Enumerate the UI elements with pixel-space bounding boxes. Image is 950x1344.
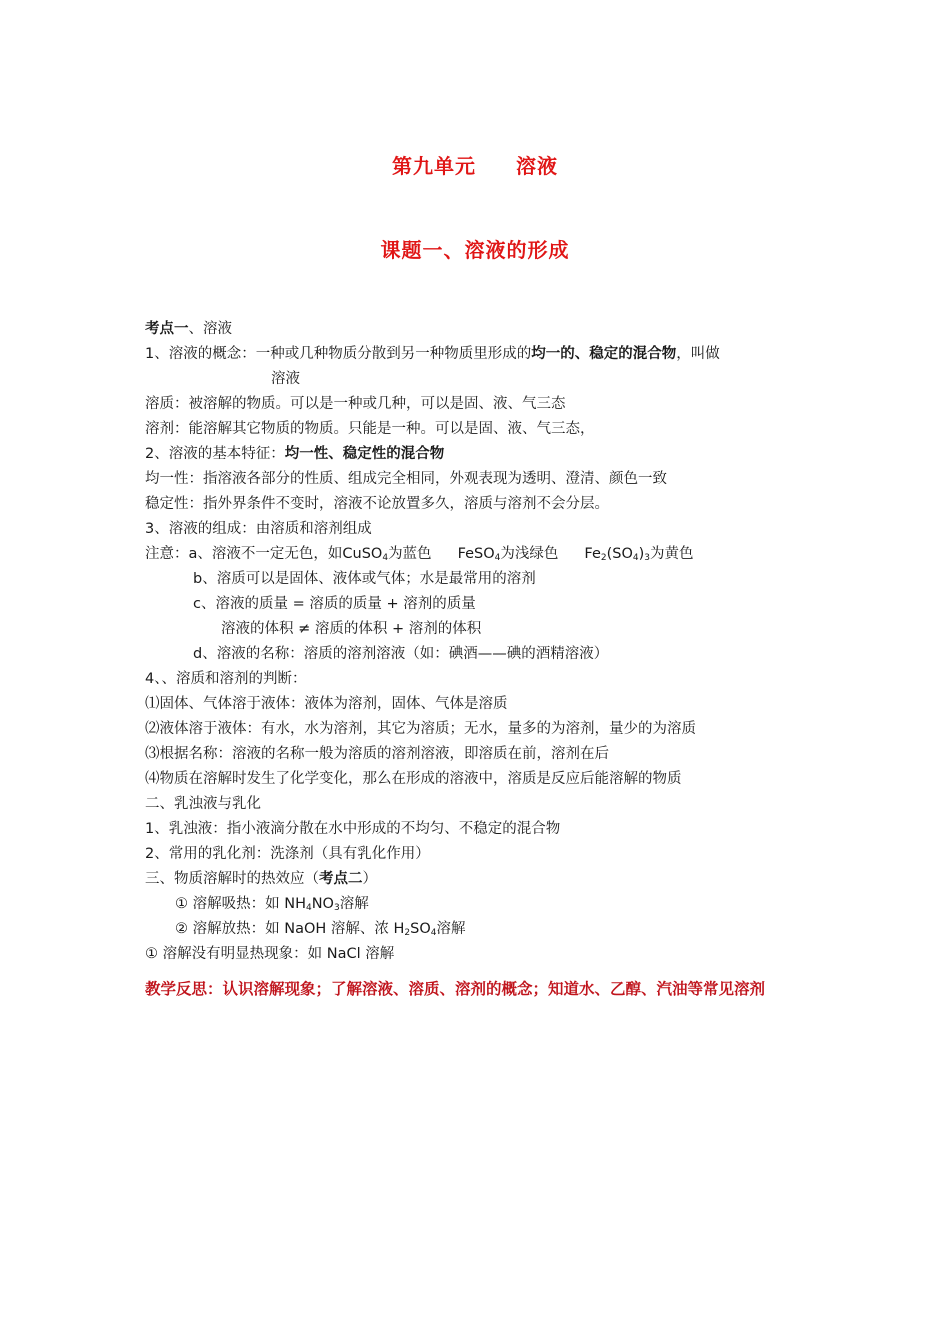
solvent-definition: 溶剂：能溶解其它物质的物质。只能是一种。可以是固、液、气三态，: [145, 421, 595, 437]
unit-title-part2: 溶液: [516, 154, 558, 178]
features-line: 2、溶液的基本特征：均一性、稳定性的混合物: [145, 446, 445, 462]
unit-title-part1: 第九单元: [392, 154, 476, 178]
concept-wrap: 溶液: [271, 371, 300, 387]
note-a: 注意：a、溶液不一定无色，如CuSO$_4$为蓝色 FeSO$_4$为浅绿色 $Fe_2(SO_4)_3$为黄色: [145, 546, 694, 563]
note-d: d、溶液的名称：溶质的溶剂溶液（如：碘酒——碘的酒精溶液）: [193, 646, 609, 662]
lesson-title: 课题一、溶液的形成: [380, 238, 570, 262]
composition-line: 3、溶液的组成：由溶质和溶剂组成: [145, 521, 372, 537]
heat-item-2: ② 溶解放热：如 NaOH 溶解、浓 $H_2SO_4$溶解: [175, 921, 466, 938]
note-b: b、溶质可以是固体、液体或气体；水是最常用的溶剂: [193, 571, 536, 587]
section1-heading: 考点一、溶液: [145, 321, 232, 337]
heat-heading: 三、物质溶解时的热效应（考点二）: [145, 871, 377, 887]
concept-line: 1、溶液的概念：一种或几种物质分散到另一种物质里形成的均一的、稳定的混合物，叫做: [145, 346, 720, 362]
judge-item-4: ⑷物质在溶解时发生了化学变化，那么在形成的溶液中，溶质是反应后能溶解的物质: [145, 771, 682, 787]
heat-item-1: ① 溶解吸热：如 $NH_4NO_3$溶解: [175, 896, 369, 913]
heat-item-3: ① 溶解没有明显热现象：如 NaCl 溶解: [145, 946, 395, 962]
note-c: c、溶液的质量 = 溶质的质量 + 溶剂的质量: [193, 596, 476, 612]
emulsion-item-2: 2、常用的乳化剂：洗涤剂（具有乳化作用）: [145, 846, 430, 862]
stability-line: 稳定性：指外界条件不变时，溶液不论放置多久，溶质与溶剂不会分层。: [145, 496, 609, 512]
judge-item-1: ⑴固体、气体溶于液体：液体为溶剂，固体、气体是溶质: [145, 696, 508, 712]
judge-item-2: ⑵液体溶于液体：有水，水为溶剂，其它为溶质；无水，量多的为溶剂，量少的为溶质: [145, 721, 696, 737]
judge-item-3: ⑶根据名称：溶液的名称一般为溶质的溶剂溶液，即溶质在前，溶剂在后: [145, 746, 609, 762]
judge-heading: 4、、溶质和溶剂的判断：: [145, 671, 307, 687]
emulsion-heading: 二、乳浊液与乳化: [145, 796, 261, 812]
note-c2: 溶液的体积 ≠ 溶质的体积 + 溶剂的体积: [221, 621, 482, 637]
unit-title: [0, 150, 950, 179]
emulsion-item-1: 1、乳浊液：指小液滴分散在水中形成的不均匀、不稳定的混合物: [145, 821, 561, 837]
teaching-reflection: 教学反思：认识溶解现象；了解溶液、溶质、溶剂的概念；知道水、乙醇、汽油等常见溶剂: [145, 980, 766, 998]
solute-definition: 溶质：被溶解的物质。可以是一种或几种，可以是固、液、气三态: [145, 396, 566, 412]
uniformity-line: 均一性：指溶液各部分的性质、组成完全相同，外观表现为透明、澄清、颜色一致: [145, 471, 667, 487]
document-body: [145, 317, 825, 967]
